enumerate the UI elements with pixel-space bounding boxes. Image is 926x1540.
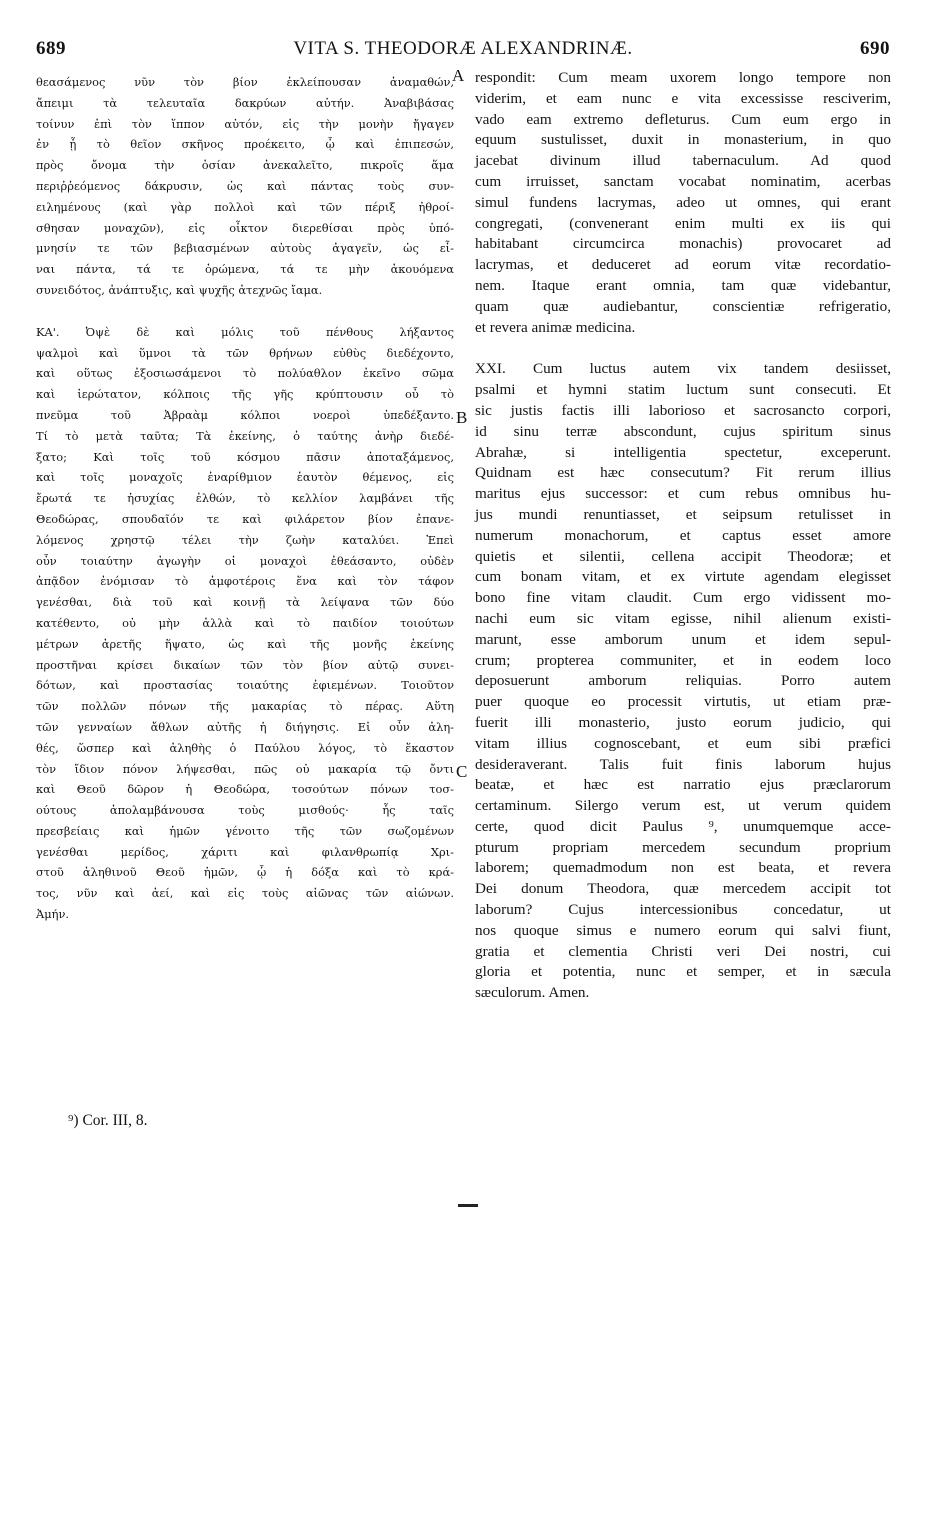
greek-text-line: μέτρων ἀρετῆς ἥψατο, ὡς καὶ τῆς μονῆς ἐκείνης [36, 636, 454, 651]
greek-text-line: συνειδότος, ἀνάπτυξις, καὶ ψυχῆς ἀτεχνῶς ἴαμα. [36, 282, 323, 297]
greek-text-line: Τί τὸ μετὰ ταῦτα; Τὰ ἐκείνης, ὁ ταύτης ἀνὴρ διεδέ- [36, 428, 454, 443]
greek-text-line: δότων, καὶ προστασίας τοιαύτης ἐφιεμένων. Τοιοῦτον [36, 678, 454, 693]
latin-text-line: habitabant circumcirca monachis) provocaret ad [475, 235, 891, 253]
latin-text-line: numerum monachorum, et captus esset amore [475, 526, 891, 544]
greek-text-line: θές, ὥσπερ καὶ ἀληθὴς ὁ Παύλου λόγος, τὸ ἕκαστον [36, 740, 454, 755]
greek-text-line: πρεσβείαις καὶ ἡμῶν γένοιτο τῆς τῶν σωζομένων [36, 823, 454, 838]
latin-text-line: maritus ejus successor: et cum rebus omnibus hu- [475, 485, 891, 503]
greek-text-line: οὖν τοιαύτην ἀγωγὴν οἱ μοναχοὶ ἐθεάσαντο, οὐδὲν [36, 553, 454, 568]
latin-text-line: certaminum. Silergo verum est, ut verum quidem [475, 797, 891, 815]
latin-text-line: fuerit illi monasterio, justo eorum judicio, qui [475, 713, 891, 731]
greek-paragraph [36, 72, 454, 301]
latin-text-line: lacrymas, et deduceret ad eorum vitæ recordatio- [475, 256, 891, 274]
latin-text-line: XXI. Cum luctus autem vix tandem desiisset, [475, 360, 891, 378]
latin-text-line: jacebat divinum illud tabernaculum. Ad quod [475, 152, 891, 170]
latin-text-line: psalmi et hymni statim luctum sunt consecuti. Et [475, 381, 891, 399]
latin-text-line: deposuerunt amborum reliquias. Porro autem [475, 672, 891, 690]
latin-text-line: cum bonam vitam, et ex virtute agendam elegisset [475, 568, 891, 586]
latin-text-line: sæculorum. Amen. [475, 984, 590, 1002]
latin-paragraph-gap [475, 338, 891, 359]
latin-text-line: vado eam extremo defleturus. Cum eum ergo in [475, 110, 891, 128]
latin-text-line: jus mundi renuntiasset, et seipsum retulisset in [475, 505, 891, 523]
greek-text-line: ΚΑ'. Ὀψὲ δὲ καὶ μόλις τοῦ πένθους λήξαντος [36, 324, 454, 339]
latin-column [475, 68, 891, 1004]
latin-text-line: puer quoque eo processit virtutis, ut etiam præ- [475, 693, 891, 711]
page-number-right: 690 [860, 38, 890, 59]
latin-text-line: Abrahæ, si intelligentia spectetur, exceperunt. [475, 443, 891, 461]
latin-text-line: gloria et potentia, nunc et semper, et in sæcula [475, 963, 891, 981]
greek-text-line: ἄπειμι τὰ τελευταῖα δακρύων αὐτήν. Ἀναβιβάσας [36, 95, 454, 110]
latin-text-line: nachi eum sic vitam egisse, nihil alienum existi- [475, 609, 891, 627]
greek-text-line: Ἀμήν. [36, 907, 69, 922]
greek-text-line: ξατο; Καὶ τοῖς τοῦ κόσμου πᾶσιν ἀποταξάμενος, [36, 449, 454, 464]
greek-text-line: ούτους ἀπολαμβάνουσα τοὺς μισθούς· ἧς ταῖς [36, 803, 454, 818]
greek-text-line: τοίνυν ἐπὶ τὸν ἵππον αὐτόν, εἰς τὴν μονὴν ἤγαγεν [36, 116, 454, 131]
latin-text-line: desideraverant. Talis fuit finis laborum hujus [475, 755, 891, 773]
greek-text-line: τῶν πολλῶν πόνων τῆς μακαρίας τὸ πέρας. Αὕτη [36, 699, 454, 714]
greek-text-line: καὶ τοῖς μοναχοῖς ἐναρίθμιον ἑαυτὸν θέμενος, εἰς [36, 470, 454, 485]
greek-paragraph-gap [36, 301, 454, 322]
greek-text-line: θεασάμενος νῦν τὸν βίον ἐκλείπουσαν ἀναμαθών, [36, 75, 454, 89]
latin-text-line: laborem; quemadmodum non est beata, et revera [475, 859, 891, 877]
greek-text-line: γενέσθαι, διὰ τοῦ καὶ κοινῇ τὰ λείψανα τῶν δύο [36, 595, 454, 610]
latin-text-line: marunt, esse amborum unum et idem sepul- [475, 630, 891, 648]
latin-text-line: congregati, (convenerant enim multi ex iis qui [475, 214, 891, 232]
latin-text-line: et revera animæ medicina. [475, 318, 636, 336]
greek-text-line: ἔρωτά τε ἡσυχίας ἐλθών, τὸ κελλίον λαμβάνει τῆς [36, 491, 454, 506]
greek-text-line: τὸν ἴδιον πόνον λήψεσθαι, πῶς οὐ μακαρία τῷ ὄντι [36, 761, 454, 776]
greek-text-line: καὶ ἱερώτατον, κόλποις τῆς γῆς κρύπτουσιν οὗ τὸ [36, 387, 454, 402]
greek-text-line: ἀπᾷδον ἐνόμισαν τὸ ἀμφοτέροις ἕνα καὶ τὸν τάφον [36, 574, 454, 589]
greek-text-line: περιῤῥεόμενος δάκρυσιν, ὡς καὶ πάντας τοὺς συν- [36, 178, 454, 193]
latin-text-line: sic justis factis illi laborioso et sacrosancto corpori, [475, 401, 891, 419]
greek-text-line: προστῆναι κρίσει δικαίων τῶν τὸν βίον αὐτῷ συνει- [36, 657, 454, 672]
latin-text-line: viderim, et eam nunc e vita excessisse resciverim, [475, 89, 891, 107]
latin-paragraph [475, 68, 891, 338]
greek-text-line: πρὸς ὄνομα τὴν ὁσίαν ἀνεκαλεῖτο, πικροῖς ἅμα [36, 158, 454, 173]
greek-text-line: τῶν γενναίων ἄθλων αὐτῆς ἡ διήγησις. Εἰ οὖν ἀλη- [36, 719, 454, 734]
greek-text-line: ἐν ᾗ τὸ θεῖον σκῆνος προέκειτο, ᾧ καὶ ἐπιπεσών, [36, 137, 454, 152]
latin-text-line: quietis et silentii, cellena accipit Theodoræ; et [475, 547, 891, 565]
greek-text-line: πνεῦμα τοῦ Ἀβραὰμ κόλποι νοεροὶ ὑπεδέξαντο. [36, 407, 454, 422]
latin-text-line: certe, quod dicit Paulus ⁹, unumquemque acce- [475, 817, 891, 835]
greek-text-line: γενέσθαι μερίδος, χάριτι καὶ φιλανθρωπίᾳ Χρι- [36, 844, 454, 859]
greek-text-line: σθησαν μοναχῶν), εἰς οἶκτον διερεθίσαι πρὸς ὑπό- [36, 220, 454, 235]
latin-paragraph [475, 359, 891, 1004]
latin-text-line: pturum propriam mercedem secundum proprium [475, 838, 891, 856]
latin-text-line: id sinu terræ abscondunt, cujus spiritum sinus [475, 422, 891, 440]
latin-text-line: quam quæ audiebantur, conscientiæ refrigeratio, [475, 297, 891, 315]
latin-text-line: bono fine vitam claudit. Cum ergo vidissent mo- [475, 589, 891, 607]
margin-marker-b: B [456, 408, 468, 427]
greek-text-line: λόμενος χρηστῷ τέλει τὴν ζωὴν καταλύει. Ἐπεὶ [36, 532, 454, 547]
greek-text-line: μνησίν τε τῶν βεβιασμένων αὐτοὺς ἀγαγεῖν, ὡς εἶ- [36, 241, 454, 256]
greek-text-line: καὶ οὕτως ἐξοσιωσάμενοι τὸ πολύαθλον ἐκεῖνο σῶμα [36, 366, 454, 381]
latin-text-line: nem. Itaque erant omnia, tam quæ videbantur, [475, 276, 891, 294]
latin-text-line: respondit: Cum meam uxorem longo tempore non [475, 69, 891, 86]
latin-text-line: crum; propterea communiter, et in eodem loco [475, 651, 891, 669]
page-number-left: 689 [36, 38, 66, 59]
greek-text-line: καὶ Θεοῦ δῶρον ἡ Θεοδώρα, τοσούτων πόνων τοσ- [36, 782, 454, 797]
greek-text-line: στοῦ ἀληθινοῦ Θεοῦ ἡμῶν, ᾧ ἡ δόξα καὶ τὸ κρά- [36, 865, 454, 880]
latin-text-line: nos quoque simus e numero eorum qui salvi fiunt, [475, 921, 891, 939]
margin-marker-c: C [456, 762, 468, 781]
greek-text-line: Θεοδώρας, σπουδαῖόν τε καὶ φιλάρετον βίον ἐπανε- [36, 511, 454, 526]
greek-column [36, 72, 454, 925]
latin-text-line: vitam illius cognoscebant, et eum sibi præfici [475, 734, 891, 752]
margin-marker-a: A [452, 66, 465, 85]
greek-text-line: ειλημένους (καὶ γὰρ πολλοὶ καὶ τῶν πέριξ ἠθροί- [36, 199, 454, 214]
latin-text-line: laborum? Cujus intercessionibus concedatur, ut [475, 901, 891, 919]
running-title: VITA S. THEODORÆ ALEXANDRINÆ. [293, 38, 633, 59]
greek-text-line: κατέθεντο, οὐ μὴν ἀλλὰ καὶ τὸ παιδίον τοιούτων [36, 615, 454, 630]
footnote: ⁹) Cor. III, 8. [68, 1112, 148, 1129]
latin-text-line: simul fundens lacrymas, adeo ut omnes, qui erant [475, 193, 891, 211]
greek-text-line: ναι πάντα, τά τε ὁρώμενα, τά τε μὴν ἀκουόμενα [36, 262, 454, 277]
latin-text-line: cum irruisset, sanctam vocabat nominatim, acerbas [475, 172, 891, 190]
running-header [36, 38, 890, 66]
greek-text-line: τος, νῦν καὶ ἀεί, καὶ εἰς τοὺς αἰῶνας τῶν αἰώνων. [36, 886, 454, 901]
greek-paragraph [36, 322, 454, 925]
latin-text-line: equum sustulisset, duxit in monasterium, in quo [475, 131, 891, 149]
latin-text-line: Quidnam est hæc consecutum? Fit rerum illius [475, 464, 891, 482]
latin-text-line: Dei donum Theodora, quæ mercedem accipit tot [475, 880, 891, 898]
greek-text-line: ψαλμοὶ καὶ ὕμνοι τὰ τῶν θρήνων εὐθὺς διεδέχοντο, [36, 345, 454, 360]
end-dash [458, 1204, 478, 1207]
latin-text-line: gratia et clementia Christi veri Dei nostri, cui [475, 942, 891, 960]
latin-text-line: beatæ, et hæc est narratio ejus præclarorum [475, 776, 891, 794]
